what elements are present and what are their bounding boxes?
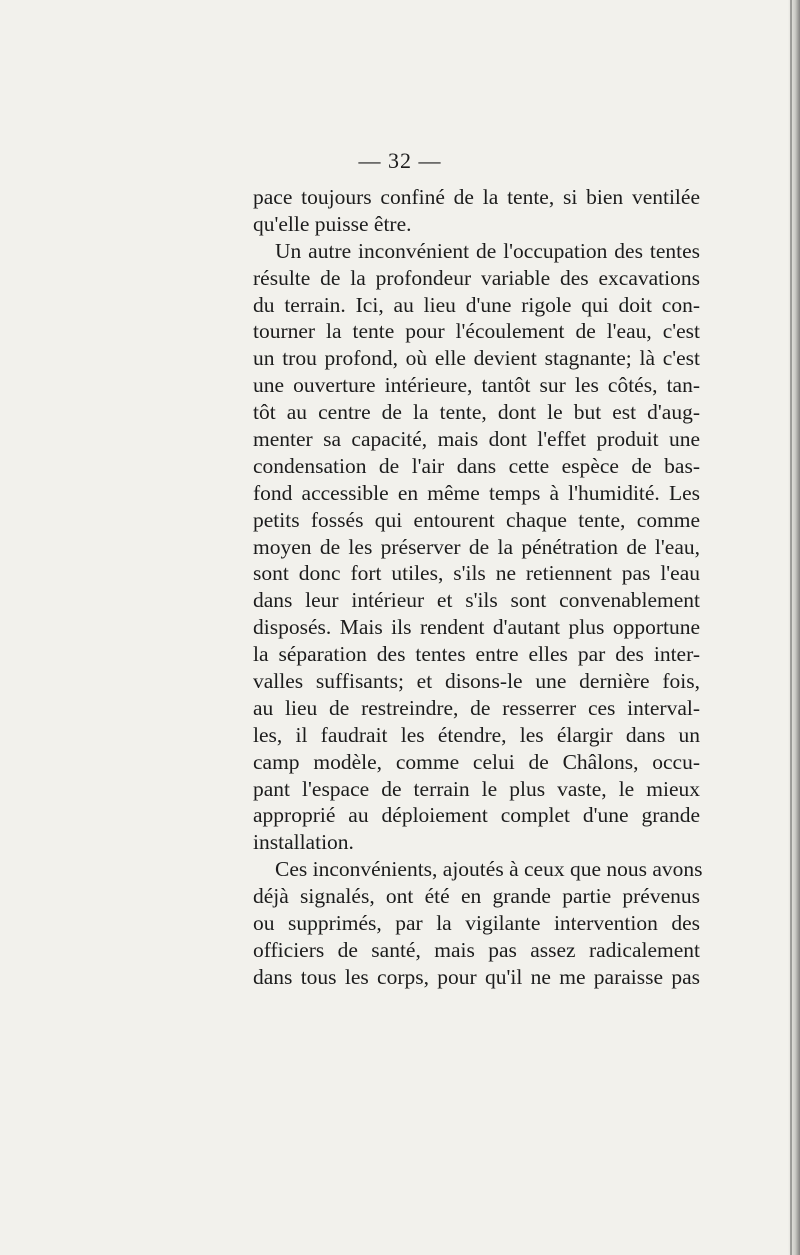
text-line: installation. [253, 830, 354, 855]
text-line: dans tous les corps, pour qu'il ne me paraisse pas [253, 964, 700, 989]
text-line: Un autre inconvénient de l'occupation des tentes [275, 238, 700, 263]
text-line: ou supprimés, par la vigilante intervention des [253, 911, 700, 936]
text-line: sont donc fort utiles, s'ils ne retiennent pas l'eau [253, 561, 700, 586]
text-line: fond accessible en même temps à l'humidité. Les [253, 480, 700, 505]
text-line: camp modèle, comme celui de Châlons, occu- [253, 749, 700, 774]
text-line: pant l'espace de terrain le plus vaste, le mieux [253, 776, 700, 801]
text-line: officiers de santé, mais pas assez radicalement [253, 937, 700, 962]
text-line: pace toujours confiné de la tente, si bien ventilée [253, 185, 700, 209]
page-number: — 32 — [358, 148, 442, 173]
text-line: du terrain. Ici, au lieu d'une rigole qui doit con- [253, 292, 700, 317]
text-line: déjà signalés, ont été en grande partie prévenus [253, 884, 700, 909]
text-line: disposés. Mais ils rendent d'autant plus opportune [253, 615, 700, 640]
text-line: un trou profond, où elle devient stagnante; là c'est [253, 346, 700, 371]
page-edge-line [790, 0, 792, 1255]
text-line: résulte de la profondeur variable des excavations [253, 265, 700, 290]
text-line: approprié au déploiement complet d'une grande [253, 803, 700, 828]
text-line: petits fossés qui entourent chaque tente, comme [253, 507, 700, 532]
text-line: au lieu de restreindre, de resserrer ces interval- [253, 695, 700, 720]
text-line: condensation de l'air dans cette espèce de bas- [253, 453, 700, 478]
text-line: la séparation des tentes entre elles par des inter- [253, 642, 700, 667]
text-line: moyen de les préserver de la pénétration de l'eau, [253, 534, 700, 559]
text-line: qu'elle puisse être. [253, 211, 412, 236]
text-line: tôt au centre de la tente, dont le but est d'aug- [253, 400, 700, 425]
text-line: une ouverture intérieure, tantôt sur les côtés, tan- [253, 373, 700, 398]
text-line: Ces inconvénients, ajoutés à ceux que nous avons [275, 857, 703, 882]
text-line: dans leur intérieur et s'ils sont convenablement [253, 588, 700, 613]
text-line: valles suffisants; et disons-le une dernière fois, [253, 669, 700, 694]
body-text [253, 184, 703, 991]
text-line: menter sa capacité, mais dont l'effet produit une [253, 427, 700, 452]
text-line: tourner la tente pour l'écoulement de l'eau, c'est [253, 319, 700, 344]
text-line: les, il faudrait les étendre, les élargir dans un [253, 722, 700, 747]
